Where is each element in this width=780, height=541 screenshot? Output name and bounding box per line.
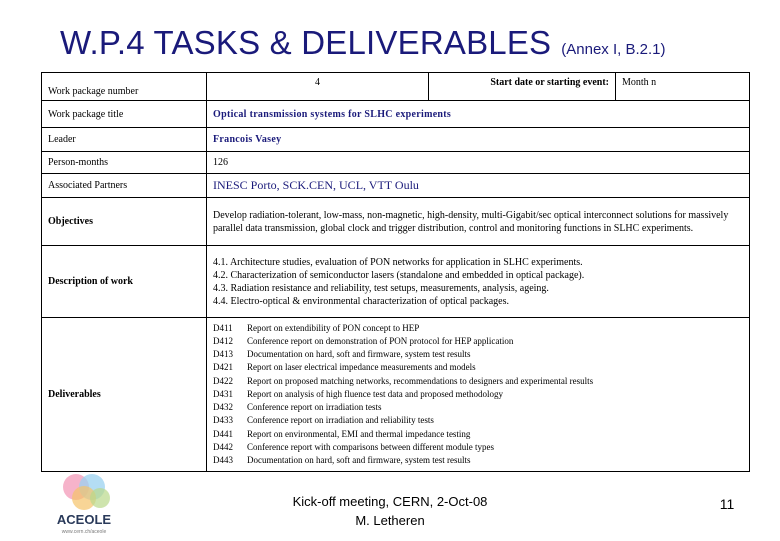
wp-title-value: Optical transmission systems for SLHC experiments [207,101,750,128]
table-row [42,198,750,246]
deliverable-item [213,322,743,335]
description-line: 4.1. Architecture studies, evaluation of PON networks for application in SLHC experiments. [213,256,583,268]
aceole-logo [50,470,128,536]
deliverable-code: D422 [213,375,233,386]
deliverable-item [213,414,743,427]
deliverable-text: Documentation on hard, soft and firmware, system test results [247,454,471,465]
deliverable-text: Report on analysis of high fluence test data and proposed methodology [247,388,503,399]
page-number: 11 [719,496,735,512]
footer-meeting: Kick-off meeting, CERN, 2-Oct-08 [292,494,488,509]
deliverable-text: Report on proposed matching networks, recommendations to designers and experimental results [247,375,594,386]
leader-label: Leader [42,128,207,152]
deliverable-code: D421 [213,362,233,373]
leader-value: Francois Vasey [207,128,750,152]
slide-title-annex: (Annex I, B.2.1) [561,41,666,58]
deliverable-code: D441 [213,428,233,439]
deliverable-code: D413 [213,349,233,360]
aceole-logo-graphic [50,470,128,536]
description-value [207,246,750,318]
footer-author: M. Letheren [355,513,425,528]
deliverable-item [213,335,743,348]
deliverable-item [213,361,743,374]
deliverable-text: Report on extendibility of PON concept to HEP [247,322,420,333]
table-row [42,73,750,101]
wp-number-label: Work package number [42,73,207,101]
footer [270,492,510,530]
start-date-value: Month n [616,73,750,101]
table-row [42,174,750,198]
description-line: 4.3. Radiation resistance and reliability, test setups, measurements, analysis, ageing. [213,282,549,294]
deliverable-text: Conference report on irradiation tests [247,402,382,413]
deliverable-code: D411 [213,322,233,333]
deliverable-item [213,401,743,414]
description-line: 4.4. Electro-optical & environmental characterization of optical packages. [213,295,509,307]
deliverable-code: D431 [213,388,233,399]
deliverable-text: Conference report on irradiation and reliability tests [247,415,434,426]
deliverable-text: Conference report on demonstration of PON protocol for HEP application [247,336,514,347]
wp-number-value: 4 [207,73,429,101]
logo-url: www.cern.ch/aceole [61,529,107,535]
deliverable-code: D442 [213,441,233,452]
deliverable-text: Report on laser electrical impedance measurements and models [247,362,476,373]
deliverable-code: D433 [213,415,233,426]
deliverable-code: D412 [213,336,233,347]
deliverable-code: D443 [213,454,233,465]
deliverable-item [213,428,743,441]
start-date-label: Start date or starting event: [429,73,616,101]
logo-circle [90,488,110,508]
partners-label: Associated Partners [42,174,207,198]
logo-wordmark: ACEOLE [56,512,112,527]
deliverables-list [207,318,750,472]
table-row [42,152,750,174]
table-row [42,128,750,152]
person-months-value: 126 [207,152,750,174]
wp-title-label: Work package title [42,101,207,128]
deliverable-text: Report on environmental, EMI and thermal impedance testing [247,428,471,439]
deliverable-item [213,441,743,454]
deliverable-item [213,348,743,361]
deliverable-code: D432 [213,402,233,413]
slide-title-main: W.P.4 TASKS & DELIVERABLES [60,24,552,61]
description-line: 4.2. Characterization of semiconductor lasers (standalone and embedded in optical package). [213,269,585,281]
slide-title [60,24,665,62]
objectives-label: Objectives [42,198,207,246]
table-row [42,101,750,128]
description-label: Description of work [42,246,207,318]
deliverables-label: Deliverables [42,318,207,472]
deliverable-text: Documentation on hard, soft and firmware, system test results [247,349,471,360]
table-row [42,318,750,472]
deliverable-item [213,388,743,401]
deliverable-item [213,454,743,467]
deliverable-text: Conference report with comparisons between different module types [247,441,495,452]
person-months-label: Person-months [42,152,207,174]
partners-value: INESC Porto, SCK.CEN, UCL, VTT Oulu [207,174,750,198]
deliverable-item [213,375,743,388]
table-row [42,246,750,318]
work-package-table [41,72,750,472]
objectives-value: Develop radiation-tolerant, low-mass, non-magnetic, high-density, multi-Gigabit/sec optical interconnect solutions for massively parallel data transmission, global clock and trigger distribution, control and monitoring functions in SLHC experiments. [207,198,750,246]
